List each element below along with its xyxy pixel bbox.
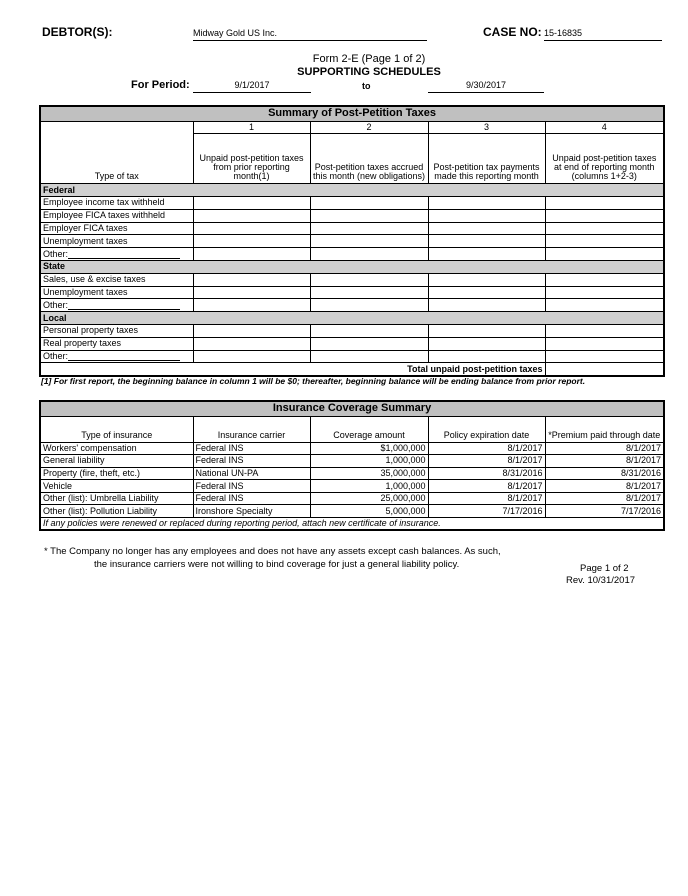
- debtor-value: Midway Gold US Inc.: [193, 28, 427, 41]
- total-value: [545, 363, 664, 376]
- debtor-label: DEBTOR(S):: [42, 25, 113, 39]
- insurance-row: Other (list): Pollution Liability Ironshore Specialty 5,000,000 7/17/2016 7/17/2016: [40, 505, 664, 518]
- revision: Rev. 10/31/2017: [566, 575, 636, 586]
- insurance-title: Insurance Coverage Summary: [40, 401, 664, 416]
- insurance-header: Insurance carrier: [193, 416, 310, 442]
- page-number: Page 1 of 2: [580, 563, 629, 574]
- tax-row-label: Employer FICA taxes: [40, 222, 193, 235]
- footer-note-line1: * The Company no longer has any employees and does not have any assets except cash balances. As such,: [44, 546, 501, 557]
- tax-summary-table: [39, 105, 665, 377]
- tax-footnote: [1] For first report, the beginning balance in column 1 will be $0; thereafter, beginning balance will be ending balance from prior report.: [41, 376, 586, 386]
- column-number: 3: [428, 121, 545, 134]
- insurance-row: General liability Federal INS 1,000,000 8/1/2017 8/1/2017: [40, 455, 664, 468]
- other-blank: [68, 353, 180, 361]
- insurance-table: [39, 400, 665, 531]
- insurance-header: Coverage amount: [310, 416, 428, 442]
- column-header: Post-petition tax payments made this reporting month: [428, 134, 545, 184]
- tax-row-label: Unemployment taxes: [40, 235, 193, 248]
- period-to: to: [362, 81, 371, 91]
- other-blank: [68, 302, 180, 310]
- insurance-row: Vehicle Federal INS 1,000,000 8/1/2017 8/1/2017: [40, 480, 664, 493]
- column-header: Unpaid post-petition taxes at end of reporting month (columns 1+2-3): [545, 134, 664, 184]
- tax-row-label: Employee FICA taxes withheld: [40, 209, 193, 222]
- section-state: State: [40, 261, 664, 274]
- footer-note-line2: the insurance carriers were not willing to bind coverage for just a general liability policy.: [94, 559, 460, 570]
- section-federal: Federal: [40, 184, 664, 197]
- form-title: Form 2-E (Page 1 of 2): [312, 53, 426, 65]
- tax-row-other: [40, 248, 193, 261]
- insurance-row: Workers' compensation Federal INS $1,000,000 8/1/2017 8/1/2017: [40, 442, 664, 455]
- tax-row-other: [40, 299, 193, 312]
- insurance-header: *Premium paid through date: [545, 416, 664, 442]
- insurance-header: Policy expiration date: [428, 416, 545, 442]
- tax-row-label: Real property taxes: [40, 337, 193, 350]
- insurance-note: If any policies were renewed or replaced during reporting period, attach new certificate of insurance.: [43, 518, 441, 529]
- period-label: For Period:: [131, 79, 190, 91]
- period-end: 9/30/2017: [428, 80, 544, 93]
- other-label: Other:: [43, 299, 69, 310]
- other-blank: [68, 251, 180, 259]
- column-number: 4: [545, 121, 664, 134]
- total-label: Total unpaid post-petition taxes: [40, 363, 545, 376]
- column-header: Post-petition taxes accrued this month (new obligations): [310, 134, 428, 184]
- insurance-row: Property (fire, theft, etc.) National UN-PA 35,000,000 8/31/2016 8/31/2016: [40, 467, 664, 480]
- tax-row-label: Sales, use & excise taxes: [40, 273, 193, 286]
- insurance-header: Type of insurance: [40, 416, 193, 442]
- tax-row-other: [40, 350, 193, 363]
- other-label: Other:: [43, 248, 69, 259]
- case-label: CASE NO:: [483, 25, 542, 39]
- section-local: Local: [40, 312, 664, 325]
- form-subtitle: SUPPORTING SCHEDULES: [297, 66, 441, 78]
- column-number: 2: [310, 121, 428, 134]
- tax-row-label: Employee income tax withheld: [40, 197, 193, 210]
- case-value: 15-16835: [544, 28, 662, 41]
- tax-summary-title: Summary of Post-Petition Taxes: [40, 106, 664, 121]
- period-start: 9/1/2017: [193, 80, 311, 93]
- other-label: Other:: [43, 351, 69, 362]
- tax-row-label: Personal property taxes: [40, 325, 193, 338]
- insurance-row: Other (list): Umbrella Liability Federal INS 25,000,000 8/1/2017 8/1/2017: [40, 492, 664, 505]
- tax-row-label: Unemployment taxes: [40, 286, 193, 299]
- column-number: 1: [193, 121, 310, 134]
- column-header: Unpaid post-petition taxes from prior reporting month(1): [193, 134, 310, 184]
- type-of-tax-header: Type of tax: [40, 134, 193, 184]
